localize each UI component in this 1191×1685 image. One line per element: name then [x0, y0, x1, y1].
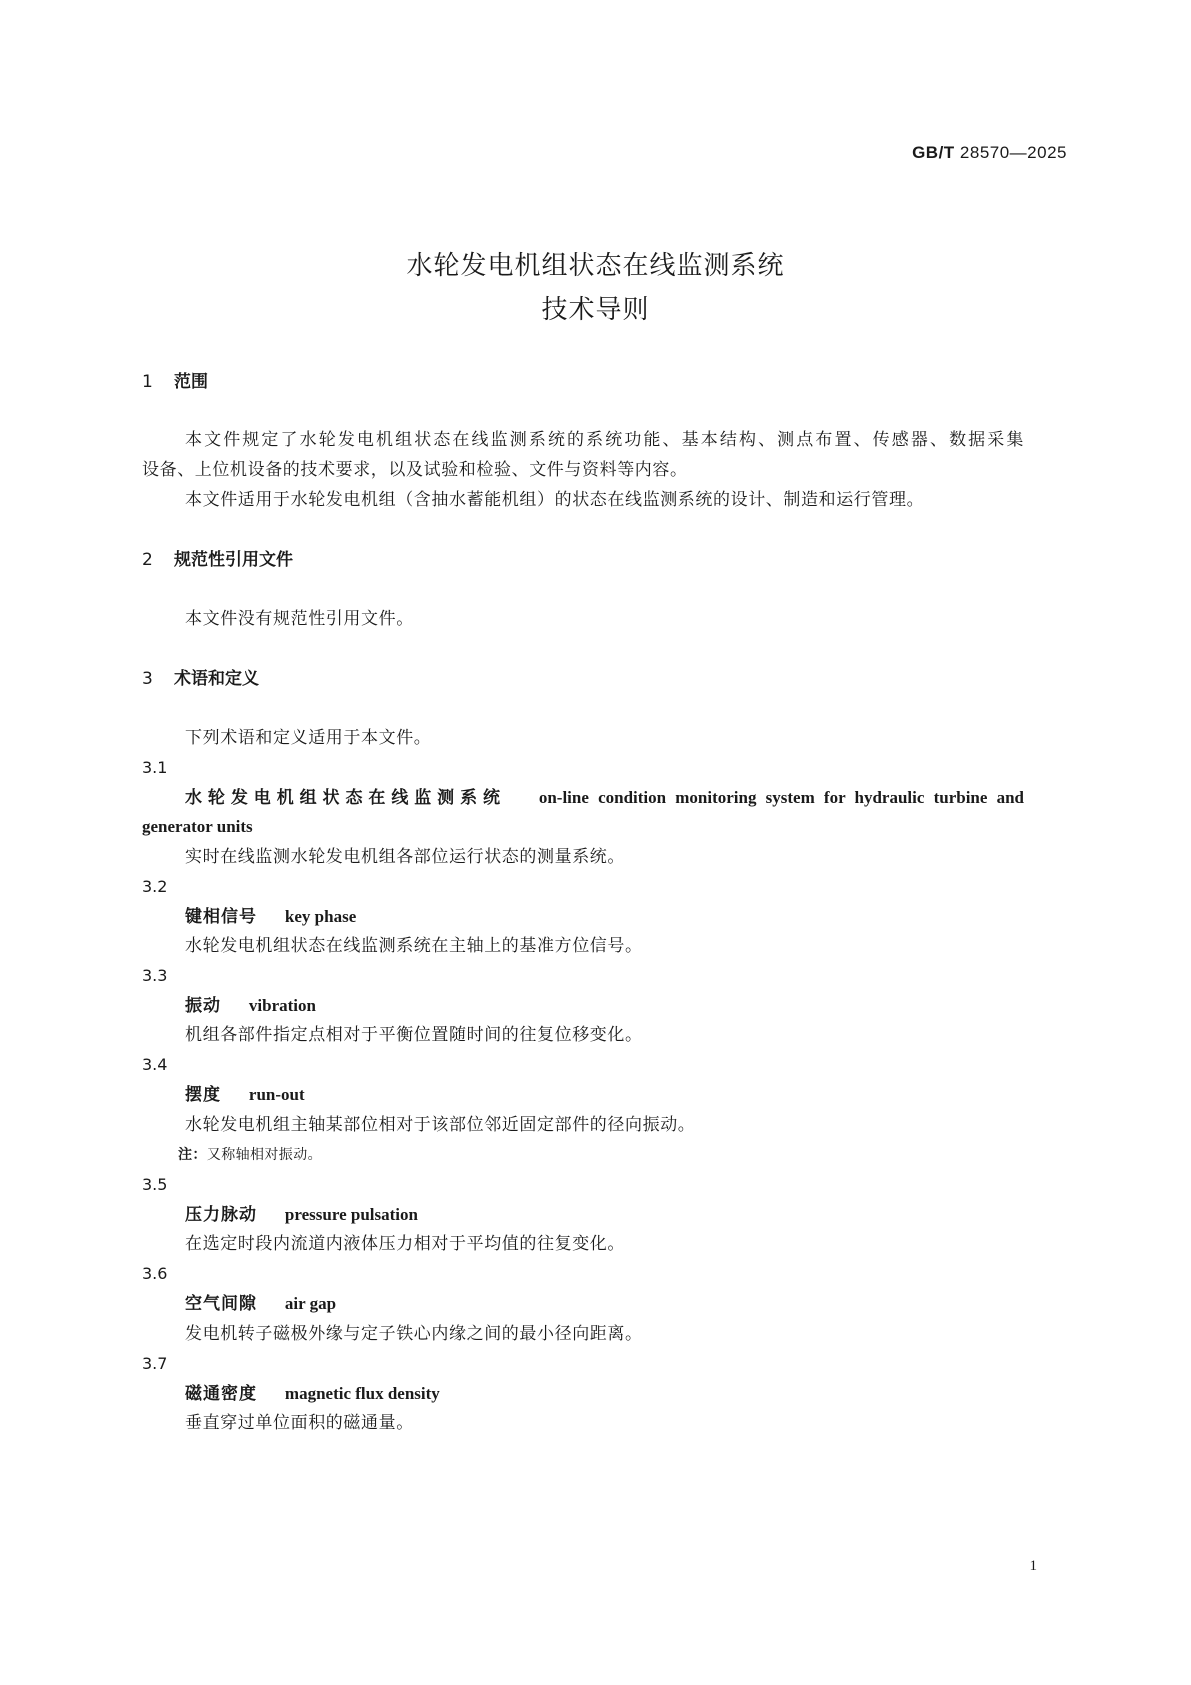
scope-paragraph-line1: 本文件规定了水轮发电机组状态在线监测系统的系统功能、基本结构、测点布置、传感器、数据采集 — [185, 430, 1024, 450]
term-en: pressure pulsation — [284, 1205, 418, 1224]
term-entry — [185, 1292, 336, 1316]
term-zh: 振动 — [185, 996, 221, 1016]
term-entry — [185, 1382, 440, 1406]
term-definition: 水轮发电机组状态在线监测系统在主轴上的基准方位信号。 — [185, 936, 643, 956]
section-number: 2 — [142, 550, 153, 570]
term-number: 3.5 — [142, 1175, 168, 1194]
document-title-line1: 水轮发电机组状态在线监测系统 — [406, 251, 785, 281]
standard-number — [912, 143, 1067, 163]
term-definition: 垂直穿过单位面积的磁通量。 — [185, 1413, 414, 1433]
term-zh: 水轮发电机组状态在线监测系统 — [185, 788, 506, 808]
term-number: 3.7 — [142, 1354, 168, 1373]
section-title: 规范性引用文件 — [174, 550, 293, 570]
term-zh: 摆度 — [185, 1085, 221, 1105]
term-entry — [185, 1083, 305, 1107]
term-entry — [185, 1203, 418, 1227]
term-zh: 空气间隙 — [185, 1294, 257, 1314]
standard-code: 28570—2025 — [959, 143, 1067, 162]
term-note — [178, 1143, 322, 1167]
term-definition: 机组各部件指定点相对于平衡位置随时间的往复位移变化。 — [185, 1025, 643, 1045]
section-number: 1 — [142, 372, 153, 392]
term-entry — [185, 905, 356, 929]
term-number: 3.6 — [142, 1264, 168, 1283]
term-zh: 压力脉动 — [185, 1205, 257, 1225]
term-en: key phase — [284, 907, 357, 926]
term-en: magnetic flux density — [284, 1384, 440, 1403]
document-title-line2: 技术导则 — [541, 295, 650, 325]
term-en: on-line condition monitoring system for hydraulic turbine and — [538, 788, 1025, 807]
section-heading-scope — [142, 370, 208, 394]
term-number: 3.3 — [142, 966, 168, 985]
term-number: 3.2 — [142, 877, 168, 896]
section-number: 3 — [142, 669, 153, 689]
scope-paragraph-line2: 设备、上位机设备的技术要求，以及试验和检验、文件与资料等内容。 — [142, 460, 688, 480]
term-zh: 磁通密度 — [185, 1384, 257, 1404]
standard-prefix: GB/T — [912, 143, 955, 162]
section-title: 范围 — [174, 372, 208, 392]
normative-references-paragraph: 本文件没有规范性引用文件。 — [185, 609, 414, 629]
term-en: vibration — [248, 996, 316, 1015]
page-number: 1 — [1029, 1558, 1037, 1574]
note-text: 又称轴相对振动。 — [206, 1147, 323, 1163]
section-heading-normative-references — [142, 548, 293, 572]
term-zh: 键相信号 — [185, 907, 257, 927]
term-definition: 发电机转子磁极外缘与定子铁心内缘之间的最小径向距离。 — [185, 1324, 643, 1344]
term-entry — [185, 994, 316, 1018]
section-title: 术语和定义 — [174, 669, 259, 689]
section-heading-terms — [142, 667, 259, 691]
term-en: run-out — [248, 1085, 305, 1104]
term-en-continuation: generator units — [142, 817, 253, 836]
term-definition: 实时在线监测水轮发电机组各部位运行状态的测量系统。 — [185, 847, 625, 867]
terms-intro-paragraph: 下列术语和定义适用于本文件。 — [185, 728, 432, 748]
scope-paragraph-2: 本文件适用于水轮发电机组（含抽水蓄能机组）的状态在线监测系统的设计、制造和运行管理。 — [185, 490, 925, 510]
term-number: 3.1 — [142, 758, 168, 777]
term-definition: 在选定时段内流道内液体压力相对于平均值的往复变化。 — [185, 1234, 625, 1254]
note-label: 注： — [178, 1147, 207, 1163]
term-en: air gap — [284, 1294, 337, 1313]
term-number: 3.4 — [142, 1055, 168, 1074]
term-definition: 水轮发电机组主轴某部位相对于该部位邻近固定部件的径向振动。 — [185, 1115, 696, 1135]
term-entry — [185, 786, 1024, 810]
